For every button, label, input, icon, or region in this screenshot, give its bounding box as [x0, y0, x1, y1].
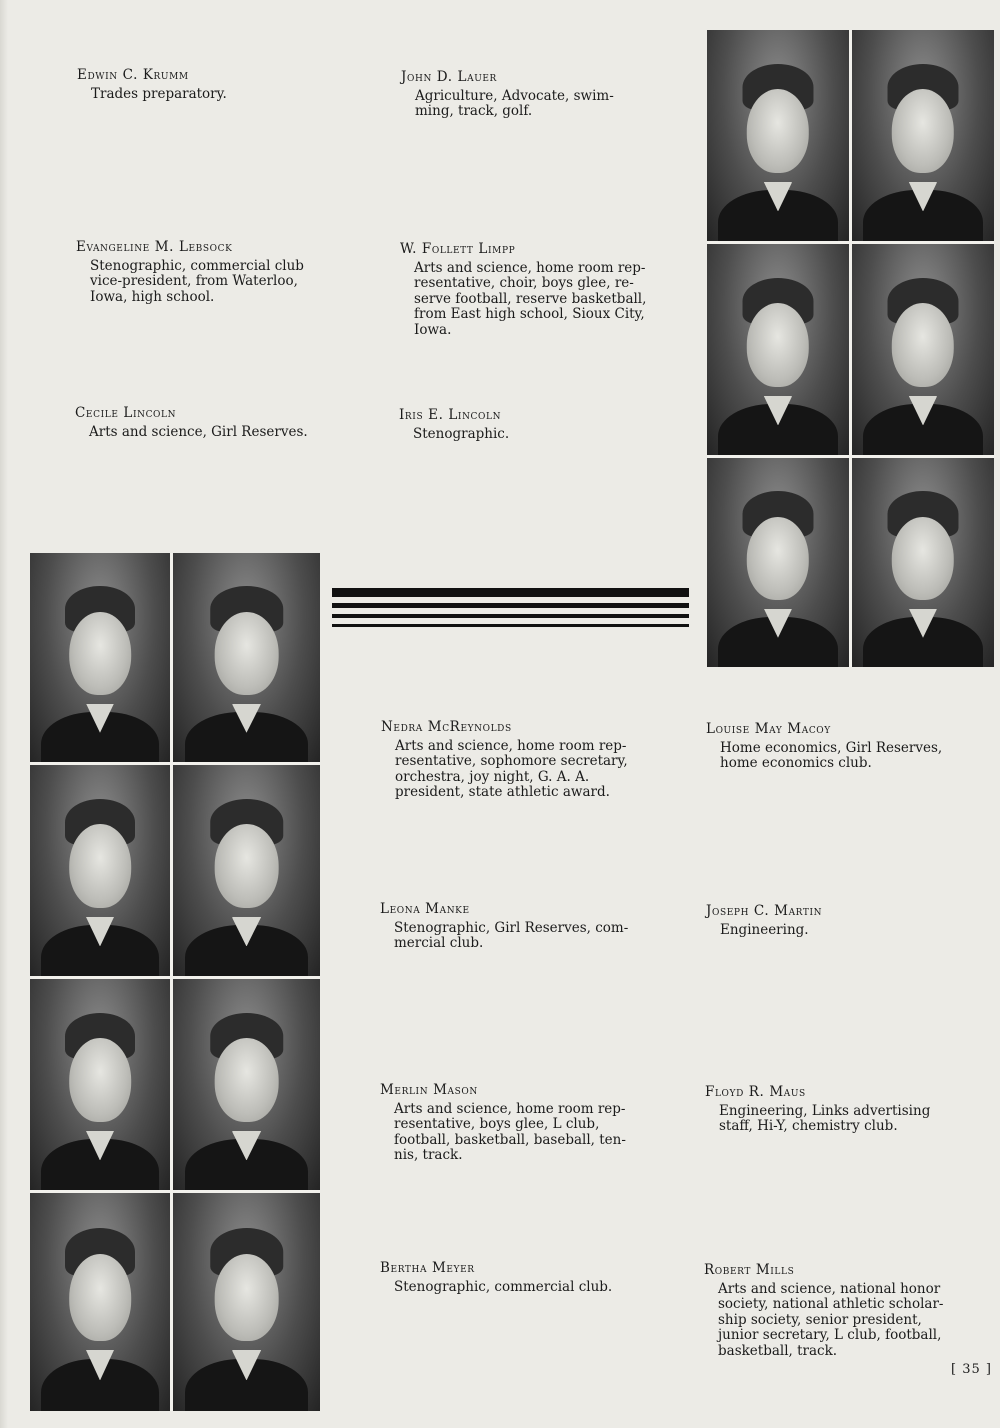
portrait-photo [852, 458, 994, 667]
portrait-photo [173, 1193, 320, 1411]
photo-block-bottom-left [30, 553, 320, 1411]
entry-macoy [706, 722, 966, 772]
photo-block-top-right [707, 30, 994, 667]
portrait-photo [173, 553, 320, 762]
entry-martin [706, 904, 966, 938]
entry-name: Nedra McReynolds [381, 719, 512, 735]
entry-name: Floyd R. Maus [705, 1084, 806, 1100]
entry-name: Evangeline M. Lebsock [76, 239, 233, 255]
entry-name: Iris E. Lincoln [399, 407, 502, 423]
entry-manke [380, 902, 640, 952]
portrait-photo [173, 979, 320, 1190]
entry-name: Edwin C. Krumm [77, 67, 189, 83]
entry-desc: Stenographic, commercial club. [394, 1278, 613, 1295]
entry-desc: Arts and science, home room rep- resentative, sophomore secretary, orchestra, joy night, G. A. A. president, state athletic award. [395, 737, 628, 800]
entry-desc: Engineering. [720, 921, 809, 938]
entry-meyer [380, 1261, 640, 1295]
entry-lauer [401, 70, 651, 120]
entry-desc: Agriculture, Advocate, swim- ming, track, golf. [415, 87, 614, 119]
entry-cecile-lincoln [75, 406, 355, 440]
portrait-photo [30, 553, 170, 762]
entry-desc: Home economics, Girl Reserves, home economics club. [720, 739, 943, 771]
portrait-photo [30, 979, 170, 1190]
entry-mcreynolds [381, 720, 641, 801]
entry-name: Merlin Mason [380, 1082, 478, 1098]
entry-name: W. Follett Limpp [400, 241, 516, 257]
portrait-photo [30, 765, 170, 976]
portrait-photo [707, 458, 849, 667]
entry-krumm [77, 68, 367, 102]
entry-desc: Arts and science, Girl Reserves. [89, 423, 308, 440]
portrait-photo [707, 244, 849, 455]
entry-name: Bertha Meyer [380, 1260, 475, 1276]
entry-desc: Engineering, Links advertising staff, Hi-Y, chemistry club. [719, 1102, 931, 1134]
portrait-photo [707, 30, 849, 241]
entry-desc: Arts and science, home room rep- resentative, boys glee, L club, football, basketball, baseball, ten- nis, track. [394, 1100, 626, 1163]
decorative-rules [332, 588, 689, 633]
entry-limpp [400, 242, 660, 338]
page-number: [ 35 ] [951, 1362, 992, 1377]
entry-desc: Trades preparatory. [91, 85, 227, 102]
portrait-photo [30, 1193, 170, 1411]
entry-name: Joseph C. Martin [706, 903, 823, 919]
entry-lebsock [76, 240, 336, 305]
rule-thin [332, 614, 689, 618]
entry-mason [380, 1083, 640, 1164]
entry-mills [704, 1263, 966, 1359]
rule-thinner [332, 624, 689, 627]
entry-iris-lincoln [399, 408, 649, 442]
entry-name: Cecile Lincoln [75, 405, 177, 421]
page-edge [0, 0, 8, 1428]
entry-name: Robert Mills [704, 1262, 795, 1278]
entry-name: Leona Manke [380, 901, 470, 917]
rule-thick [332, 588, 689, 597]
entry-desc: Stenographic, Girl Reserves, com- mercial club. [394, 919, 629, 951]
entry-name: John D. Lauer [401, 69, 497, 85]
entry-maus [705, 1085, 965, 1135]
portrait-photo [173, 765, 320, 976]
portrait-photo [852, 244, 994, 455]
entry-desc: Stenographic, commercial club vice-president, from Waterloo, Iowa, high school. [90, 257, 304, 305]
entry-name: Louise May Macoy [706, 721, 831, 737]
entry-desc: Arts and science, national honor society, national athletic scholar- ship society, senior president, junior secretary, L club, football, basketball, track. [718, 1280, 944, 1359]
entry-desc: Arts and science, home room rep- resentative, choir, boys glee, re- serve football, reserve basketball, from East high school, Sioux City, Iowa. [414, 259, 647, 338]
entry-desc: Stenographic. [413, 425, 510, 442]
rule-medium [332, 603, 689, 608]
portrait-photo [852, 30, 994, 241]
